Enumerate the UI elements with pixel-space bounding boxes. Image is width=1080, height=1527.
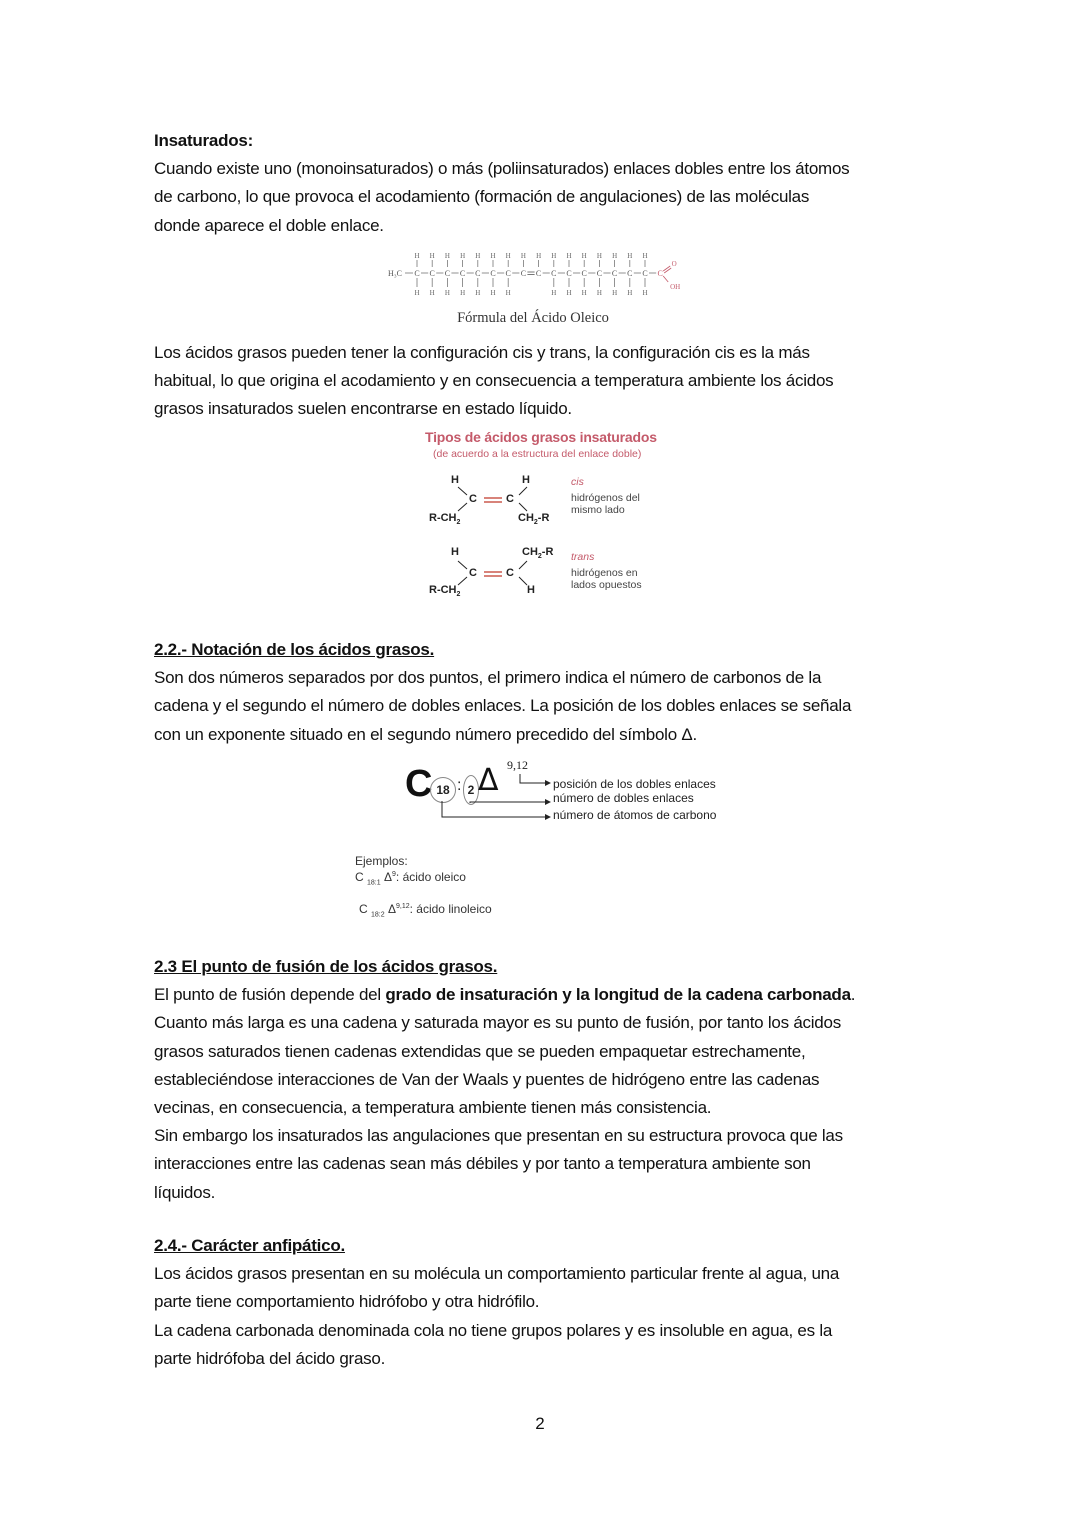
text-line: de carbono, lo que provoca el acodamiento (formación de angulaciones) de las moléculas (154, 187, 810, 207)
fusion-heading: 2.3 El punto de fusión de los ácidos grasos. (154, 957, 498, 976)
hydroxyl-group: OH (670, 283, 681, 291)
notation-carbon-symbol: C (405, 763, 433, 805)
trans-description: hidrógenos en lados opuestos (571, 567, 642, 591)
section-anfipatico (154, 1232, 944, 1373)
text-line: Sin embargo los insaturados las angulaciones que presentan en su estructura provoca que las (154, 1126, 843, 1146)
cis-carbon-right: C (506, 493, 514, 505)
carbon-atom: C (581, 269, 587, 278)
page-number: 2 (535, 1414, 545, 1433)
hydrogen-atom: H (414, 289, 420, 297)
carbon-atom: C (611, 269, 618, 278)
text-line: estableciéndose interacciones de Van der Waals y puentes de hidrógeno entre las cadenas (154, 1069, 820, 1089)
arrow-stub (470, 802, 480, 803)
example-linoleic: C $_{18:2}$ Δ$^{9,12}$: ácido linoleico (359, 902, 492, 919)
bond-line (519, 503, 527, 511)
bond-line (458, 561, 467, 569)
double-bond-line (663, 266, 670, 271)
carboxyl-carbon: C (657, 269, 663, 278)
annotation-carbons: número de átomos de carbono (553, 808, 717, 822)
carbon-atom: C (535, 269, 542, 278)
trans-top-right-group: $CH_2-R$ (522, 546, 554, 561)
carbon-atom: C (459, 269, 466, 278)
carbon-atom: C (642, 269, 648, 278)
text-line: Cuanto más larga es una cadena y saturada mayor es su punto de fusión, por tanto los ácidos (154, 1013, 841, 1033)
notation-separator: : (457, 777, 462, 794)
hydrogen-atom: H (429, 289, 435, 297)
hydrogen-atom: H (490, 289, 496, 297)
carbon-atom: C (551, 269, 557, 278)
carbon-atom: C (566, 269, 572, 278)
text-line: La cadena carbonada denominada cola no tiene grupos polares y es insoluble en agua, es la (154, 1320, 833, 1340)
hydrogen-atom: H (551, 289, 557, 297)
hydrogen-atom: H (505, 289, 511, 297)
hydrogen-atom: H (566, 252, 572, 260)
cis-trans-figure (418, 427, 668, 602)
oleic-acid-caption: Fórmula del Ácido Oleico (457, 310, 609, 326)
notation-double-bonds-oval: 2 (463, 775, 479, 805)
arrow-carbons (442, 801, 550, 817)
carbon-atom: C (627, 269, 633, 278)
hydrogen-atom: H (490, 252, 496, 260)
text-line: parte tiene comportamiento hidrófobo y otra hidrófilo. (154, 1292, 540, 1312)
hydrogen-atom: H (612, 289, 618, 297)
bond-line (663, 276, 668, 282)
hydrogen-atom: H (566, 289, 572, 297)
trans-carbon-right: C (506, 567, 514, 579)
cis-bottom-right-group: $CH_2-R$ (518, 512, 550, 527)
example-oleic: C $_{18:1}$ $\Delta^9$: ácido oleico (355, 870, 466, 887)
carbon-atom: C (429, 269, 435, 278)
hydrogen-atom: H (460, 252, 466, 260)
section-fusion (154, 953, 944, 1207)
hydrogen-atom: H (444, 252, 450, 260)
paragraph-cis-trans (154, 339, 944, 424)
carbon-atom: C (490, 269, 496, 278)
text-line: con un exponente situado en el segundo número precedido del símbolo Δ. (154, 724, 697, 744)
cis-description: hidrógenos del mismo lado (571, 492, 640, 516)
text-line: donde aparece el doble enlace. (154, 215, 384, 235)
cis-trans-subtitle: (de acuerdo a la estructura del enlace doble) (433, 448, 642, 460)
notation-figure (345, 755, 735, 925)
carbon-atom: C (414, 269, 420, 278)
hydrogen-atom: H (627, 252, 633, 260)
cis-label: cis (571, 476, 584, 488)
text-line: habitual, lo que origina el acodamiento y en consecuencia a temperatura ambiente los ácidos (154, 371, 834, 391)
hydrogen-atom: H (642, 252, 648, 260)
notation-delta: Δ (478, 763, 499, 798)
cis-trans-title: Tipos de ácidos grasos insaturados (425, 429, 657, 445)
cis-top-left-atom: H (451, 474, 459, 486)
arrow-positions (520, 774, 550, 783)
bond-line (519, 577, 527, 585)
cis-carbon-left: C (469, 493, 477, 505)
oleic-acid-structure (383, 248, 683, 308)
double-bond-line (664, 268, 671, 273)
text-line: Los ácidos grasos presentan en su molécula un comportamiento particular frente al agua, una (154, 1264, 840, 1284)
bond-line (519, 487, 527, 495)
text-line: Son dos números separados por dos puntos, el primero indica el número de carbonos de la (154, 668, 822, 688)
hydrogen-atom: H (520, 252, 526, 260)
carbon-atom: C (520, 269, 527, 278)
anfipatico-heading: 2.4.- Carácter anfipático. (154, 1236, 345, 1255)
hydrogen-atom: H (505, 252, 511, 260)
hydrogen-atom: H (627, 289, 633, 297)
section-notacion (154, 636, 944, 749)
hydrogen-atom: H (642, 289, 648, 297)
notacion-heading: 2.2.- Notación de los ácidos grasos. (154, 640, 435, 659)
trans-bottom-right-atom: H (527, 584, 535, 596)
carbon-atom: C (596, 269, 603, 278)
hydrogen-atom: H (444, 289, 450, 297)
fusion-emphasis: grado de insaturación y la longitud de la cadena carbonada (385, 985, 851, 1005)
hydrogen-atom: H (596, 289, 602, 297)
hydrogen-atom: H (581, 289, 587, 297)
annotation-double-bonds: número de dobles enlaces (553, 791, 694, 805)
oleic-acid-formula-figure (383, 248, 683, 332)
insaturados-heading: Insaturados: (154, 131, 254, 150)
text-line: líquidos. (154, 1182, 216, 1202)
annotation-positions: posición de los dobles enlaces (553, 777, 716, 791)
trans-bottom-left-group: $R-CH_2$ (429, 584, 461, 599)
text-line: vecinas, en consecuencia, a temperatura ambiente tienen más consistencia. (154, 1098, 712, 1118)
cis-bottom-left-group: $R-CH_2$ (429, 512, 461, 527)
text-line: Cuando existe uno (monoinsaturados) o más (poliinsaturados) enlaces dobles entre los átomos (154, 159, 850, 179)
hydrogen-atom: H (612, 252, 618, 260)
text-line: grasos saturados tienen cadenas extendidas que se pueden empaquetar estrechamente, (154, 1041, 806, 1061)
text-line: parte hidrófoba del ácido graso. (154, 1348, 386, 1368)
examples-label: Ejemplos: (355, 854, 408, 868)
hydrogen-atom: H (460, 289, 466, 297)
trans-carbon-left: C (469, 567, 477, 579)
hydrogen-atom: H (581, 252, 587, 260)
hydrogen-atom: H (536, 252, 542, 260)
hydrogen-atom: H (596, 252, 602, 260)
bond-line (458, 503, 467, 511)
hydrogen-atom: H (551, 252, 557, 260)
trans-top-left-atom: H (451, 546, 459, 558)
carbon-atom: C (444, 269, 451, 278)
notation-carbons-oval: 18 (430, 777, 456, 803)
text-line: interacciones entre las cadenas sean más débiles y por tanto a temperatura ambiente son (154, 1154, 811, 1174)
text-line: Los ácidos grasos pueden tener la configuración cis y trans, la configuración cis es la más (154, 343, 810, 362)
hydrogen-atom: H (475, 289, 481, 297)
carbon-atom: C (475, 269, 481, 278)
section-insaturados (154, 127, 944, 240)
bond-line (519, 561, 527, 569)
text-line: cadena y el segundo el número de dobles enlaces. La posición de los dobles enlaces se señala (154, 696, 852, 716)
text-line: El punto de fusión depende del grado de insaturación y la longitud de la cadena carbonada. (154, 985, 856, 1005)
text-line: grasos insaturados suelen encontrarse en estado líquido. (154, 399, 572, 419)
hydrogen-atom: H (475, 252, 481, 260)
methyl-group: H₃C (388, 269, 402, 278)
trans-label: trans (571, 551, 595, 563)
carboxyl-oxygen: O (671, 260, 677, 268)
cis-top-right-atom: H (522, 474, 530, 486)
hydrogen-atom: H (429, 252, 435, 260)
bond-line (458, 487, 467, 495)
notation-positions: 9,12 (507, 758, 528, 772)
carbon-atom: C (505, 269, 511, 278)
hydrogen-atom: H (414, 252, 420, 260)
